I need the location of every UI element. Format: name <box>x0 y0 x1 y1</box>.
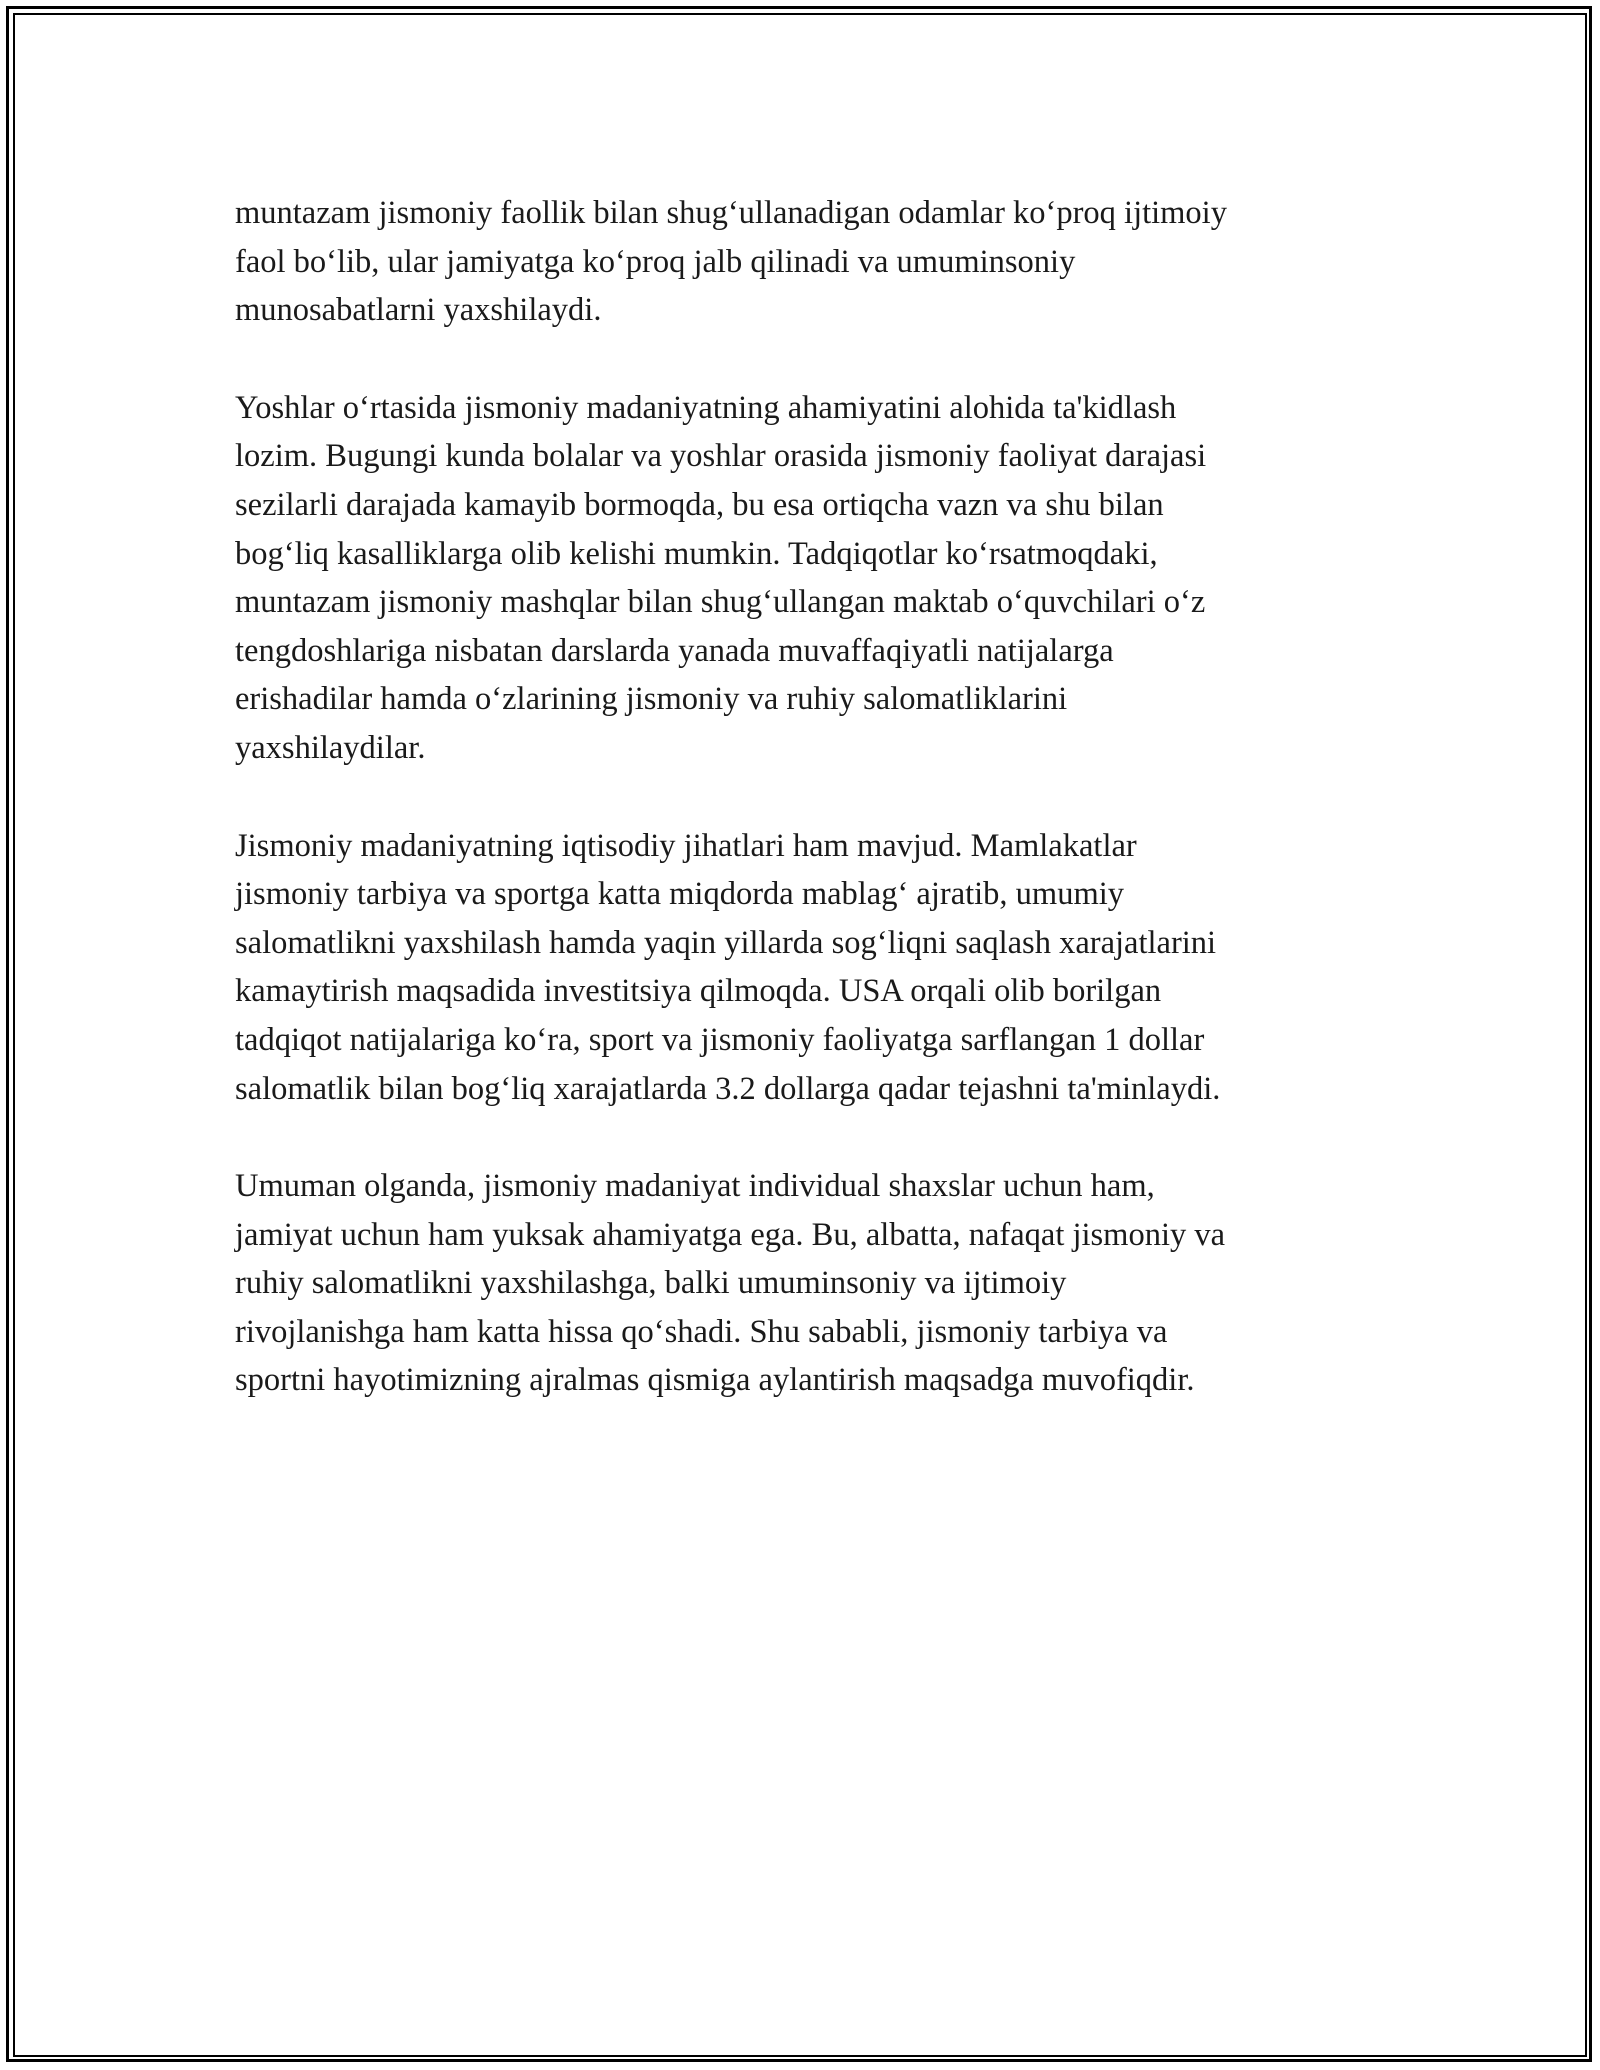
text-line: jismoniy tarbiya va sportga katta miqdorda mablag‘ ajratib, umumiy <box>235 876 1125 913</box>
text-line: munosabatlarni yaxshilaydi. <box>235 292 602 329</box>
text-line: rivojlanishga ham katta hissa qo‘shadi. Shu sababli, jismoniy tarbiya va <box>235 1313 1168 1350</box>
text-line: kamaytirish maqsadida investitsiya qilmoqda. USA orqali olib borilgan <box>235 973 1162 1010</box>
text-line: muntazam jismoniy mashqlar bilan shug‘ullangan maktab o‘quvchilari o‘z <box>235 584 1206 621</box>
text-line: erishadilar hamda o‘zlarining jismoniy va ruhiy salomatliklarini <box>235 681 1068 718</box>
text-line: yaxshilaydilar. <box>235 729 426 766</box>
text-line: salomatlik bilan bog‘liq xarajatlarda 3.2 dollarga qadar tejashni ta'minlaydi. <box>235 1070 1221 1107</box>
text-line: Yoshlar o‘rtasida jismoniy madaniyatning ahamiyatini alohida ta'kidlash <box>235 389 1177 426</box>
text-line: jamiyat uchun ham yuksak ahamiyatga ega. Bu, albatta, nafaqat jismoniy va <box>235 1216 1226 1253</box>
paragraph-1 <box>235 189 1365 335</box>
text-line: Umuman olganda, jismoniy madaniyat individual shaxslar uchun ham, <box>235 1168 1155 1205</box>
text-line: tengdoshlariga nisbatan darslarda yanada muvaffaqiyatli natijalarga <box>235 632 1114 669</box>
paragraph-4 <box>235 1162 1365 1405</box>
paragraph-3 <box>235 822 1365 1114</box>
text-line: bog‘liq kasalliklarga olib kelishi mumkin. Tadqiqotlar ko‘rsatmoqdaki, <box>235 535 1158 572</box>
text-line: faol bo‘lib, ular jamiyatga ko‘proq jalb qilinadi va umuminsoniy <box>235 243 1076 280</box>
text-line: sportni hayotimizning ajralmas qismiga aylantirish maqsadga muvofiqdir. <box>235 1362 1195 1399</box>
text-line: muntazam jismoniy faollik bilan shug‘ullanadigan odamlar ko‘proq ijtimoiy <box>235 195 1227 231</box>
text-line: salomatlikni yaxshilash hamda yaqin yillarda sog‘liqni saqlash xarajatlarini <box>235 924 1217 961</box>
paragraph-2 <box>235 384 1365 773</box>
text-line: tadqiqot natijalariga ko‘ra, sport va jismoniy faoliyatga sarflangan 1 dollar <box>235 1021 1205 1058</box>
text-line: ruhiy salomatlikni yaxshilashga, balki umuminsoniy va ijtimoiy <box>235 1265 1067 1302</box>
text-line: lozim. Bugungi kunda bolalar va yoshlar orasida jismoniy faoliyat darajasi <box>235 438 1207 475</box>
document-body <box>235 189 1365 1454</box>
text-line: Jismoniy madaniyatning iqtisodiy jihatlari ham mavjud. Mamlakatlar <box>235 827 1137 864</box>
text-line: sezilarli darajada kamayib bormoqda, bu esa ortiqcha vazn va shu bilan <box>235 486 1164 523</box>
